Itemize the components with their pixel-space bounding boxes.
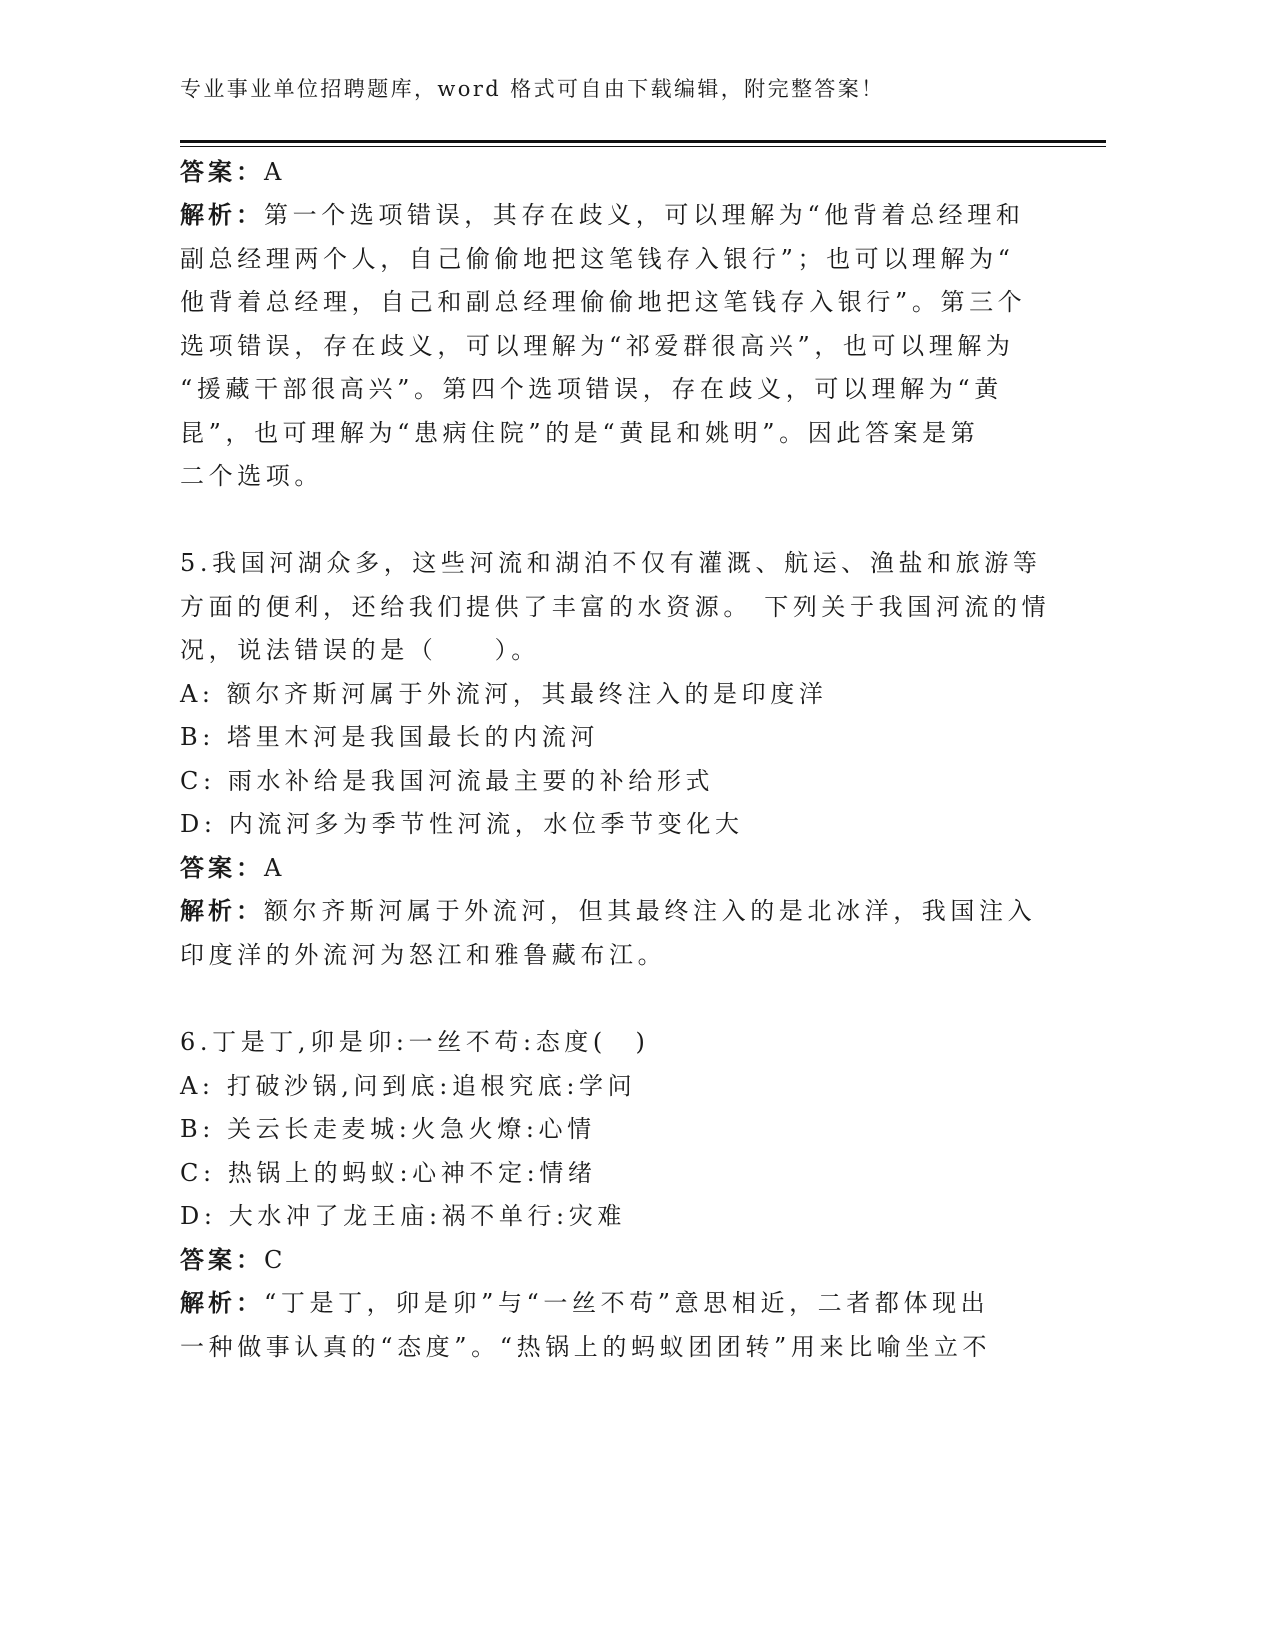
analysis-text: 第一个选项错误，其存在歧义，可以理解为“他背着总经理和 <box>264 201 1025 229</box>
option-d: D: 大水冲了龙王庙:祸不单行:灾难 <box>180 1202 626 1230</box>
question-stem: 方面的便利，还给我们提供了丰富的水资源。 下列关于我国河流的情 <box>180 593 1051 621</box>
answer-label: 答案： <box>180 158 264 186</box>
analysis-text: “丁是丁，卯是卯”与“一丝不苟”意思相近，二者都体现出 <box>264 1289 990 1317</box>
analysis-text: 二个选项。 <box>180 462 323 490</box>
analysis-text: “援藏干部很高兴”。第四个选项错误，存在歧义，可以理解为“黄 <box>180 375 1003 403</box>
page-header: 专业事业单位招聘题库，word 格式可自由下载编辑，附完整答案！ <box>180 77 885 101</box>
analysis-text: 额尔齐斯河属于外流河，但其最终注入的是北冰洋，我国注入 <box>264 897 1037 925</box>
analysis-label: 解析： <box>180 897 264 925</box>
analysis-text: 选项错误，存在歧义，可以理解为“祁爱群很高兴”，也可以理解为 <box>180 332 1015 360</box>
q4-answer-line <box>180 157 286 187</box>
q4-analysis-line <box>180 200 1024 230</box>
question-stem: 况，说法错误的是（ ）。 <box>180 636 540 664</box>
option-c: C: 热锅上的蚂蚁:心神不定:情绪 <box>180 1159 597 1187</box>
answer-label: 答案： <box>180 854 264 882</box>
option-b: B: 塔里木河是我国最长的内流河 <box>180 723 599 751</box>
question-stem: 5.我国河湖众多，这些河流和湖泊不仅有灌溉、航运、渔盐和旅游等 <box>180 549 1042 577</box>
option-b: B: 关云长走麦城:火急火燎:心情 <box>180 1115 596 1143</box>
q6-answer-line <box>180 1245 287 1275</box>
header-rule-thin <box>180 146 1106 147</box>
answer-value: A <box>264 158 286 186</box>
analysis-text: 他背着总经理，自己和副总经理偷偷地把这笔钱存入银行”。第三个 <box>180 288 1027 316</box>
analysis-text: 昆”，也可理解为“患病住院”的是“黄昆和姚明”。因此答案是第 <box>180 419 980 447</box>
question-stem: 6.丁是丁,卯是卯:一丝不苟:态度( ) <box>180 1028 650 1056</box>
q5-answer-line <box>180 853 286 883</box>
q5-analysis-line <box>180 896 1036 926</box>
option-c: C: 雨水补给是我国河流最主要的补给形式 <box>180 767 715 795</box>
option-a: A: 额尔齐斯河属于外流河，其最终注入的是印度洋 <box>180 680 828 708</box>
option-d: D: 内流河多为季节性河流，水位季节变化大 <box>180 810 744 838</box>
analysis-text: 印度洋的外流河为怒江和雅鲁藏布江。 <box>180 941 667 969</box>
answer-value: A <box>264 854 286 882</box>
analysis-text: 一种做事认真的“态度”。“热锅上的蚂蚁团团转”用来比喻坐立不 <box>180 1333 992 1361</box>
q6-analysis-line <box>180 1288 989 1318</box>
answer-label: 答案： <box>180 1246 264 1274</box>
analysis-text: 副总经理两个人，自己偷偷地把这笔钱存入银行”；也可以理解为“ <box>180 245 1015 273</box>
option-a: A: 打破沙锅,问到底:追根究底:学问 <box>180 1072 637 1100</box>
answer-value: C <box>264 1246 287 1274</box>
header-rule-thick <box>180 140 1106 143</box>
analysis-label: 解析： <box>180 201 264 229</box>
analysis-label: 解析： <box>180 1289 264 1317</box>
